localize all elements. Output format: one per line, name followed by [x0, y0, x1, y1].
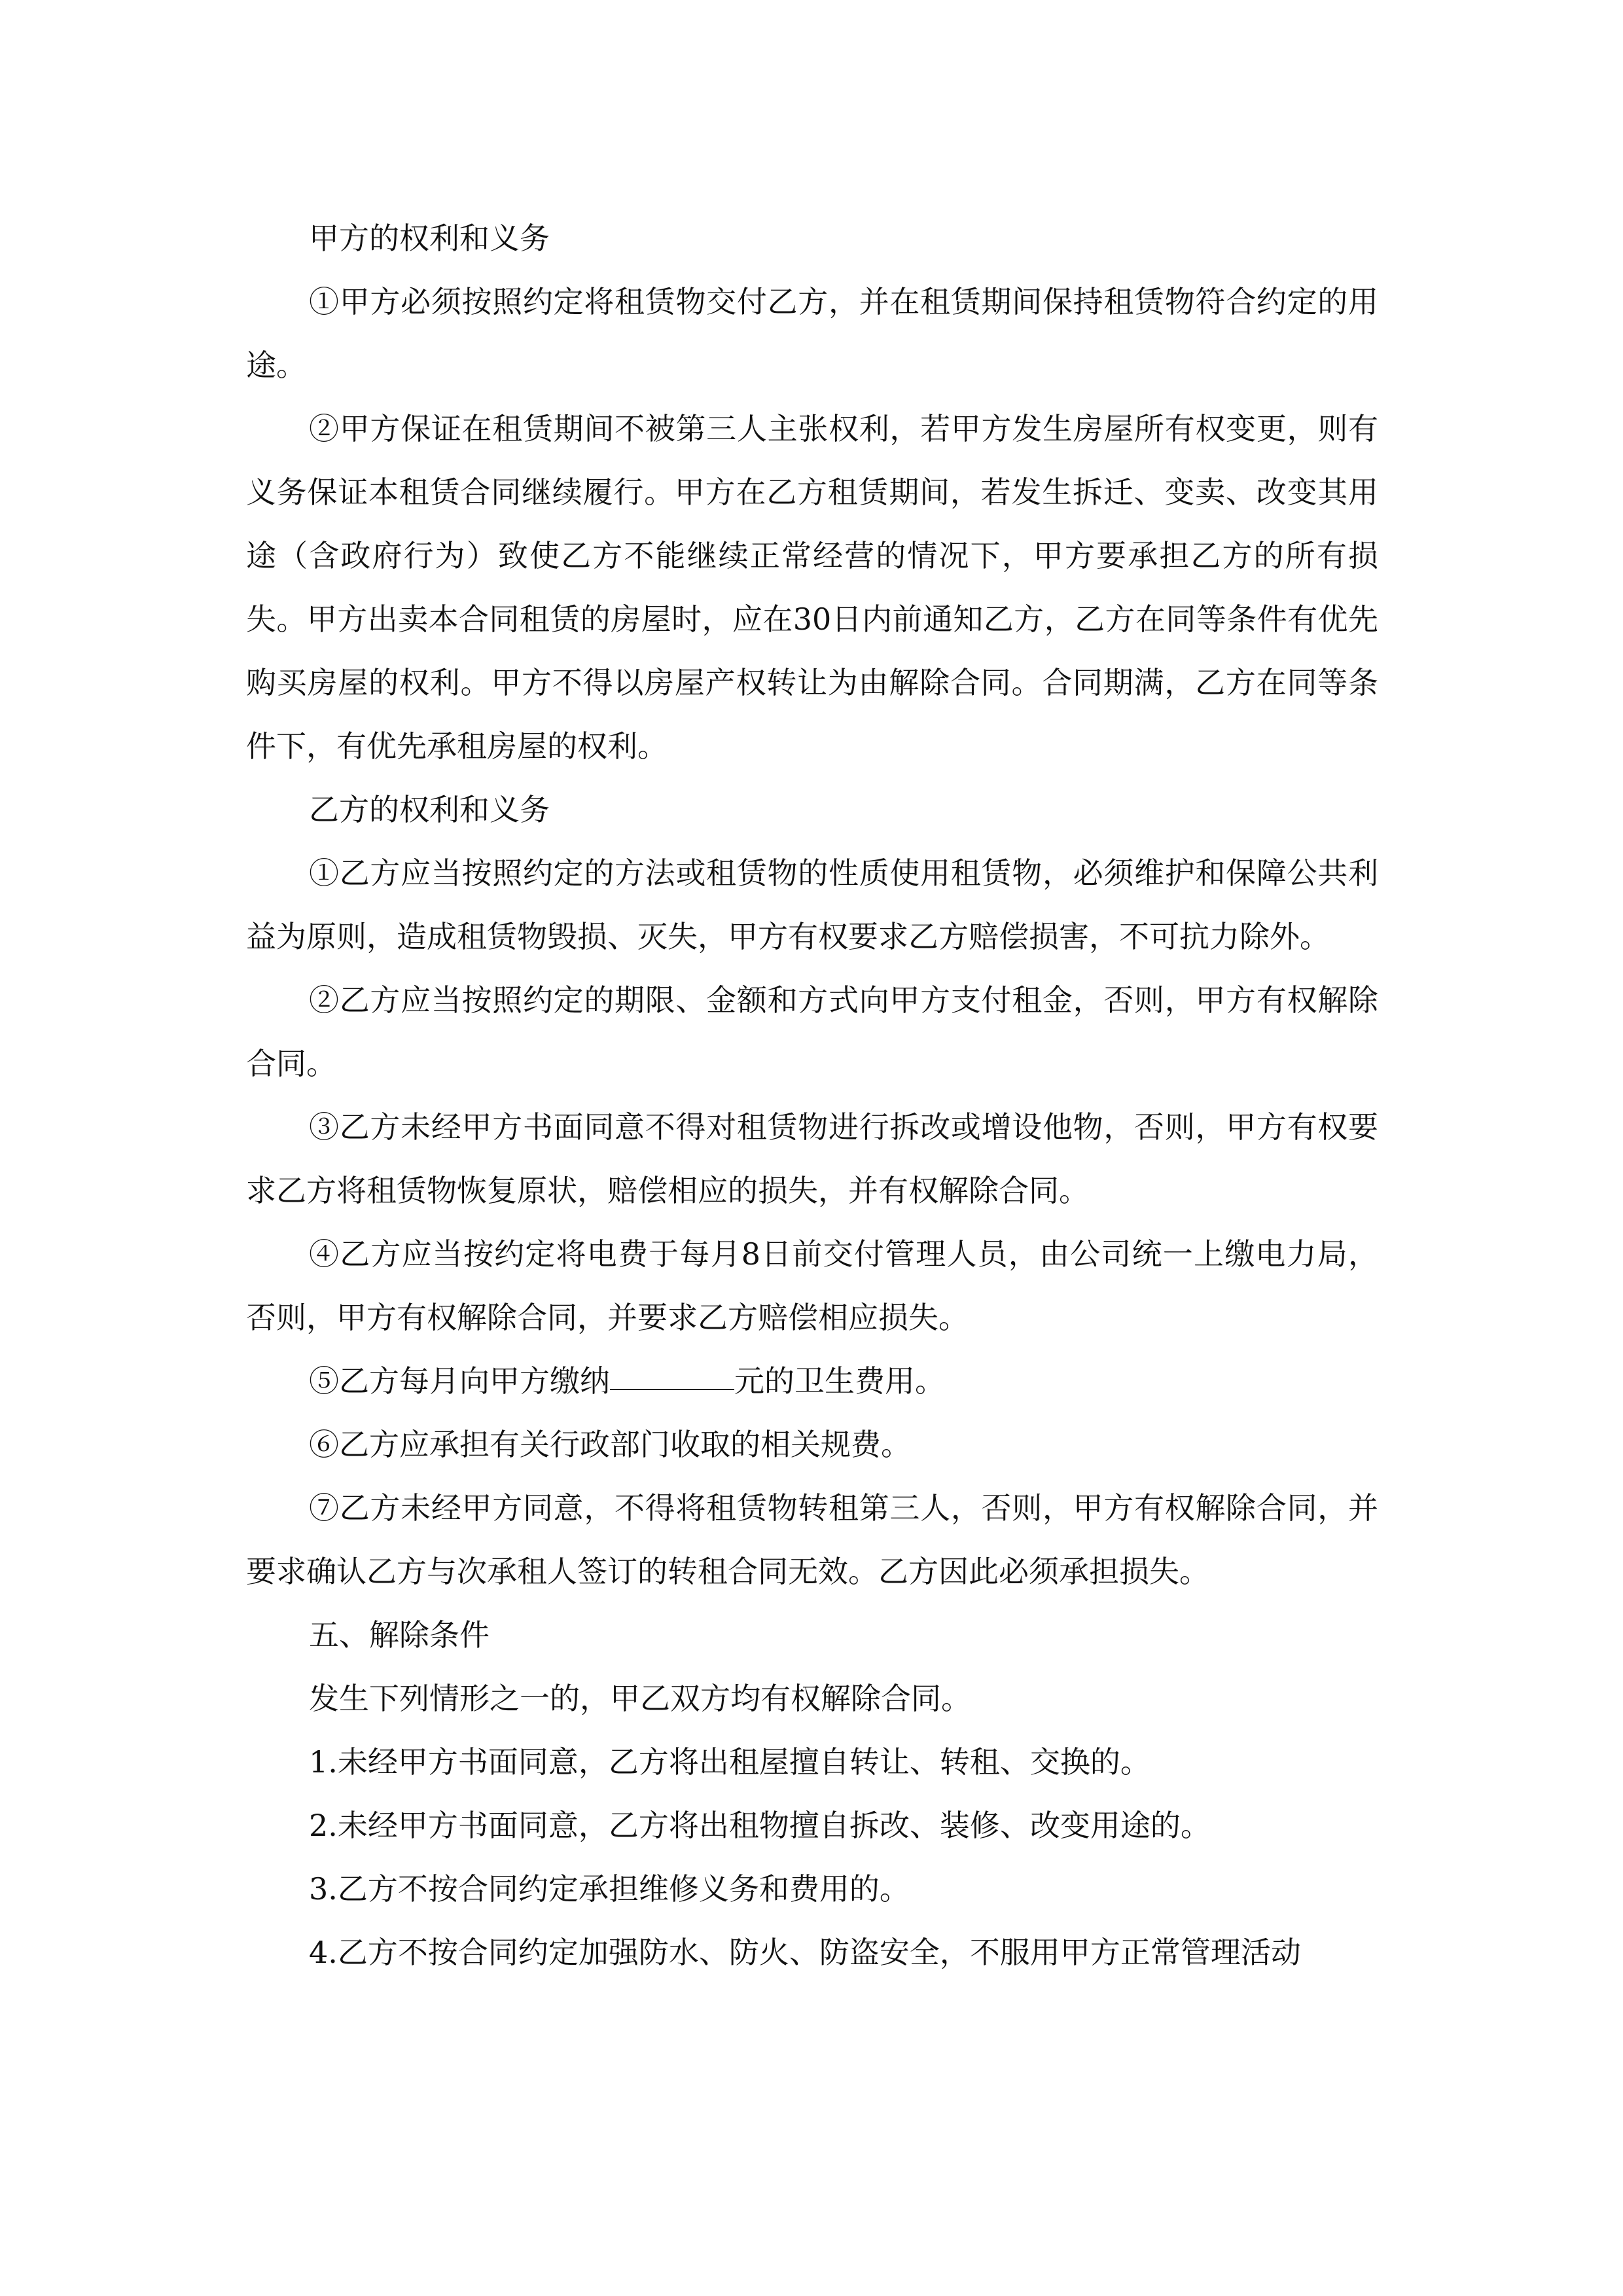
section-heading-termination: 五、解除条件 [309, 1617, 490, 1653]
paragraph: ⑦乙方未经甲方同意，不得将租赁物转租第三人，否则，甲方有权解除合同，并要求确认乙方与次承租人签订的转租合同无效。乙方因此必须承担损失。 [246, 1490, 1378, 1589]
paragraph: ①乙方应当按照约定的方法或租赁物的性质使用租赁物，必须维护和保障公共利益为原则，造成租赁物毁损、灭失，甲方有权要求乙方赔偿损害，不可抗力除外。 [246, 855, 1378, 954]
section-heading-party-b: 乙方的权利和义务 [309, 792, 550, 827]
paragraph-hygiene-fee [246, 1350, 1378, 1413]
paragraph: ②甲方保证在租赁期间不被第三人主张权利，若甲方发生房屋所有权变更，则有义务保证本租赁合同继续履行。甲方在乙方租赁期间，若发生拆迁、变卖、改变其用途（含政府行为）致使乙方不能继续正常经营的情况下，甲方要承担乙方的所有损失。甲方出卖本合同租赁的房屋时，应在30日内前通知乙方，乙方在同等条件有优先购买房屋的权利。甲方不得以房屋产权转让为由解除合同。合同期满，乙方在同等条件下，有优先承租房屋的权利。 [246, 411, 1378, 764]
hygiene-fee-suffix: 元的卫生费用。 [734, 1363, 945, 1399]
paragraph: ③乙方未经甲方书面同意不得对租赁物进行拆改或增设他物，否则，甲方有权要求乙方将租赁物恢复原状，赔偿相应的损失，并有权解除合同。 [246, 1109, 1378, 1208]
hygiene-fee-prefix: ⑤乙方每月向甲方缴纳 [309, 1363, 610, 1399]
list-item: 4.乙方不按合同约定加强防水、防火、防盗安全，不服用甲方正常管理活动 [309, 1935, 1301, 1970]
list-item: 3.乙方不按合同约定承担维修义务和费用的。 [309, 1871, 910, 1907]
paragraph: ⑥乙方应承担有关行政部门收取的相关规费。 [309, 1427, 911, 1462]
paragraph: ②乙方应当按照约定的期限、金额和方式向甲方支付租金，否则，甲方有权解除合同。 [246, 982, 1378, 1081]
paragraph: ①甲方必须按照约定将租赁物交付乙方，并在租赁期间保持租赁物符合约定的用途。 [246, 284, 1378, 383]
paragraph: 发生下列情形之一的，甲乙双方均有权解除合同。 [309, 1681, 971, 1716]
paragraph: ④乙方应当按约定将电费于每月8日前交付管理人员，由公司统一上缴电力局，否则，甲方有权解除合同，并要求乙方赔偿相应损失。 [246, 1236, 1378, 1335]
section-heading-party-a: 甲方的权利和义务 [309, 221, 550, 256]
list-item: 2.未经甲方书面同意，乙方将出租物擅自拆改、装修、改变用途的。 [309, 1808, 1211, 1843]
document-body [246, 207, 1378, 1984]
fill-in-blank [610, 1388, 734, 1390]
list-item: 1.未经甲方书面同意，乙方将出租屋擅自转让、转租、交换的。 [309, 1744, 1150, 1780]
